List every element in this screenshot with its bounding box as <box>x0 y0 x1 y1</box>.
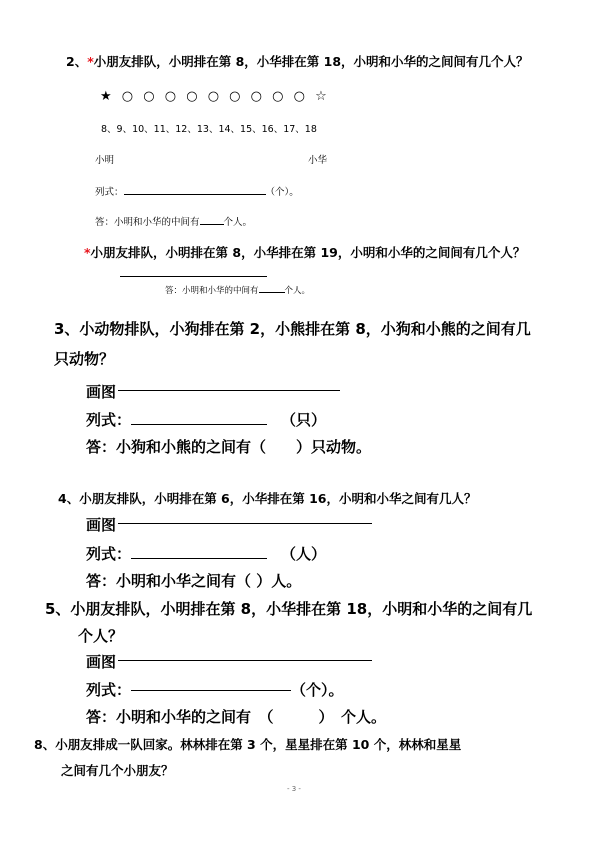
q2-star: * <box>87 54 94 69</box>
q5-formula-label: 列式： <box>86 681 132 699</box>
q5-line1: 5、小朋友排队，小明排在第 8，小华排在第 18，小明和小华的之间有几 <box>45 600 533 618</box>
q3-formula <box>86 409 326 430</box>
q2b-answer <box>165 284 310 296</box>
q2b-answer-suffix: 个人。 <box>284 286 311 296</box>
q2-name-left: 小明 <box>95 155 115 166</box>
page-number: - 3 - <box>287 785 301 793</box>
q3-formula-label: 列式： <box>86 411 132 429</box>
q4-draw-line[interactable] <box>118 523 372 524</box>
q4-heading: 4、小朋友排队，小明排在第 6，小华排在第 16，小明和小华之间有几人？ <box>58 491 477 506</box>
q2-formula-unit: （个）。 <box>265 187 299 198</box>
q8-line2: 之间有几个小朋友？ <box>61 763 174 778</box>
q4-formula-blank[interactable] <box>131 558 267 559</box>
q2b-formula-blank[interactable] <box>120 276 267 277</box>
q5-formula-blank[interactable] <box>131 690 291 691</box>
q2b-heading <box>84 243 525 261</box>
q2-formula <box>95 184 299 198</box>
q3-formula-blank[interactable] <box>131 424 267 425</box>
q3-draw-line[interactable] <box>118 390 340 391</box>
q2-answer-prefix: 答：小明和小华的中间有 <box>95 217 200 228</box>
q5-draw-line[interactable] <box>118 660 372 661</box>
q5-formula <box>86 679 344 700</box>
q3-line1: 3、小动物排队，小狗排在第 2，小熊排在第 8，小狗和小熊的之间有几 <box>54 320 531 338</box>
q3-draw-label: 画图 <box>86 383 117 401</box>
q5-line2: 个人？ <box>78 627 124 645</box>
q2-heading <box>66 52 529 70</box>
q2-answer <box>95 214 252 228</box>
q4-formula-unit: （人） <box>281 545 327 563</box>
q2-number: 2、 <box>66 54 88 69</box>
q4-answer: 答：小明和小华之间有（ ）人。 <box>86 572 302 590</box>
q2b-answer-prefix: 答：小明和小华的中间有 <box>165 286 259 296</box>
q2b-star: * <box>84 245 91 260</box>
q2-formula-label: 列式： <box>95 187 124 198</box>
q2-answer-suffix: 个人。 <box>223 217 253 228</box>
q8-line1: 8、小朋友排成一队回家。林林排在第 3 个，星星排在第 10 个，林林和星星 <box>34 737 462 752</box>
q2-answer-blank[interactable] <box>200 224 224 225</box>
q4-formula <box>86 543 326 564</box>
q5-draw-label: 画图 <box>86 653 117 671</box>
q2b-answer-blank[interactable] <box>259 292 285 293</box>
q2-shape-row: ★ ○ ○ ○ ○ ○ ○ ○ ○ ○ ☆ <box>100 89 330 104</box>
q2-number-row: 8、9、10、11、12、13、14、15、16、17、18 <box>101 124 317 135</box>
q5-formula-unit: （个）。 <box>291 681 344 699</box>
q3-answer: 答：小狗和小熊的之间有（ ）只动物。 <box>86 438 372 456</box>
q2b-text: 小朋友排队，小明排在第 8，小华排在第 19，小明和小华的之间间有几个人？ <box>90 245 526 260</box>
q5-answer: 答：小明和小华的之间有 （ ） 个人。 <box>86 708 387 726</box>
q2-name-right: 小华 <box>308 155 328 166</box>
q3-formula-unit: （只） <box>281 411 327 429</box>
q2-text: 小朋友排队，小明排在第 8，小华排在第 18，小明和小华的之间间有几个人？ <box>93 54 529 69</box>
q3-line2: 只动物？ <box>54 350 115 368</box>
q4-draw-label: 画图 <box>86 516 117 534</box>
q4-formula-label: 列式： <box>86 545 132 563</box>
q2-formula-blank[interactable] <box>124 194 266 195</box>
